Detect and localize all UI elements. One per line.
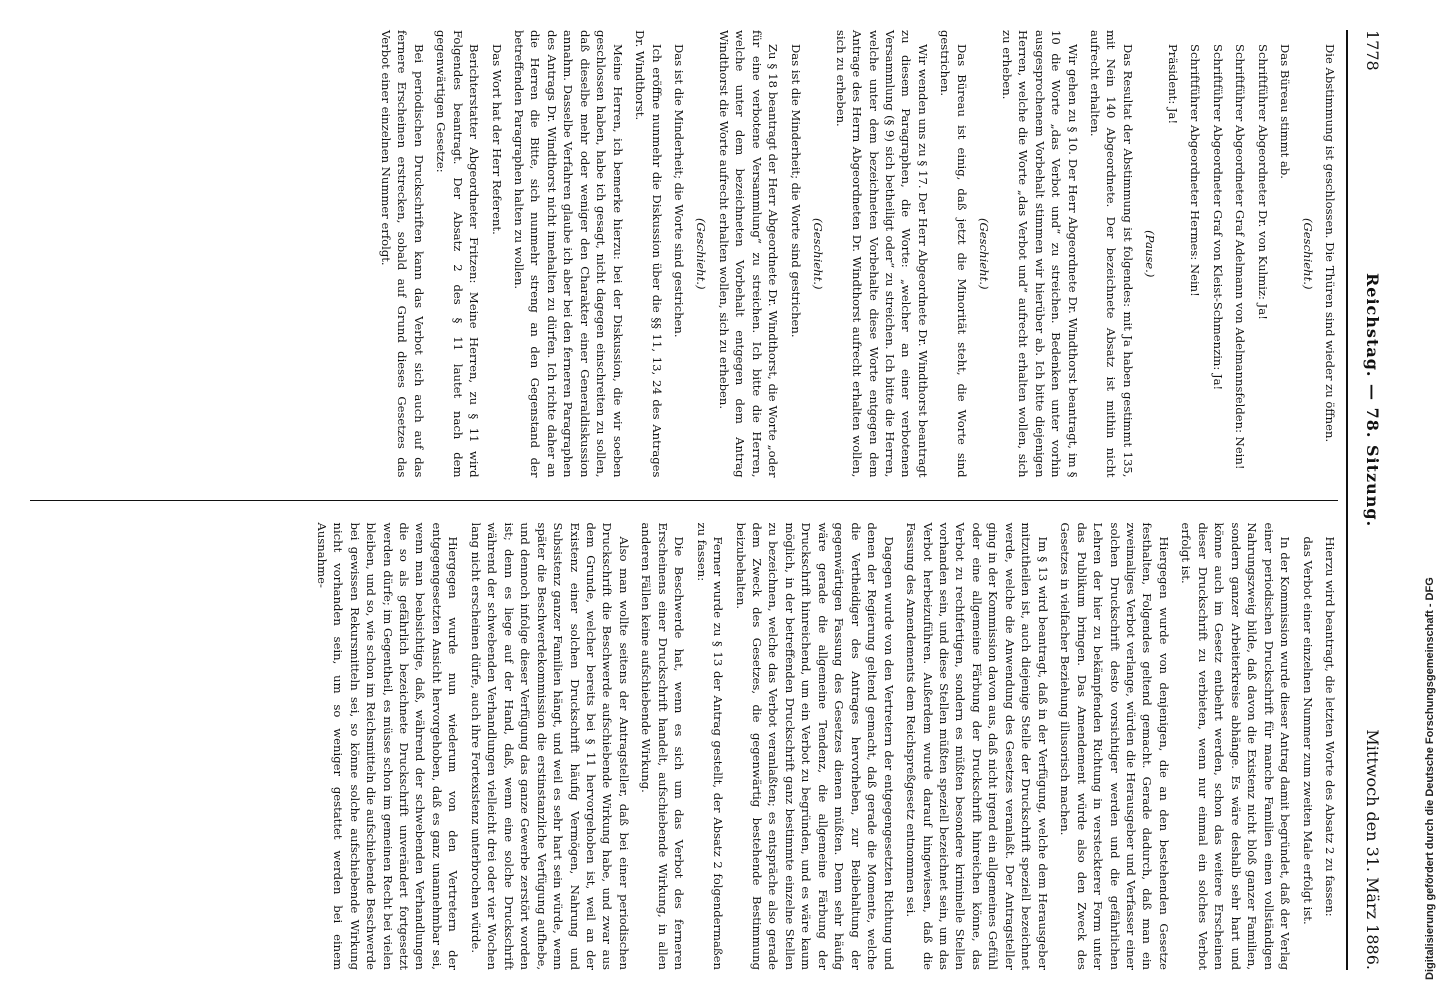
column-divider	[30, 500, 1338, 501]
paragraph: Das Wort hat der Herr Referent.	[489, 44, 504, 235]
paragraph: Hiergegen wurde nun wiederum von den Vertretern der entgegengesetzten Ansicht hervorgehoben, daß es ganz unannehmbar sei, wenn man beabsichtige, daß, während der schwebenden Verhandlungen die so als gefährlich bezeichnete Druckschrift unverändert fortgesetzt werden dürfe; im Gegentheil, es müsse schon im gemeinen Recht bei vielen bleiben, und so, wie schon im Reichsmitteln die aufschiebende Beschwerde bei gewissen Rekursmitteln sei, so könne solche aufschiebende Wirkung nicht vorhanden sein, um so weniger gestattet werden bei einem Ausnahme-	[314, 522, 461, 970]
paragraph: Bei periodischen Druckschriften kann das Verbot sich auch auf das fernere Erscheinen erstrecken, sobald auf Grund dieses Gesetzes das Verbot einer einzelnen Nummer erfolgt.	[378, 30, 426, 478]
dfg-credit-text: Digitalisierung gefördert durch die Deutsche Forschungsgemeinschaft - DFG	[1424, 577, 1436, 980]
paragraph: Wir gehen zu § 10. Der Herr Abgeordnete Dr. Windthorst beantragt, im § 10 die Worte „das Verbot und“ zu streichen. Bedenken unter vorhin ausgesprochenem Vorbehalt stimmen wir hierüber ab. Ich bitte diejenigen Herren, welche die Worte „das Verbot und“ aufrecht erhalten wollen, sich zu erheben.	[999, 30, 1080, 478]
paragraph: Schriftführer Abgeordneter Graf Adelmann von Adelmannsfelden: Nein!	[1233, 44, 1248, 470]
paragraph: (Geschieht.)	[811, 218, 826, 290]
paragraph: Hierzu wird beantragt, die letzten Worte des Absatz 2 zu fassen:	[1323, 536, 1337, 917]
paragraph: Das Resultat der Abstimmung ist folgendes: mit Ja haben gestimmt 135, mit Nein 140 Abgeordnete. Der bezeichnete Absatz ist mithin nicht aufrecht erhalten.	[1088, 30, 1135, 478]
paragraph: Schriftführer Abgeordneter Hermes: Nein!	[1188, 44, 1203, 297]
paragraph: Das Büreau ist einig, daß jetzt die Minorität steht, die Worte sind gestrichen.	[938, 30, 969, 478]
paragraph: Ferner wurde zu § 13 der Antrag gestellt, der Absatz 2 folgendermaßen zu fassen:	[694, 522, 726, 970]
paragraph: (Geschieht.)	[694, 218, 709, 290]
paragraph: Das Büreau stimmt ab.	[1278, 44, 1293, 179]
paragraph: Berichterstatter Abgeordneter Fritzen: Meine Herren, zu § 11 wird Folgendes beantragt. Der Absatz 2 des § 11 lautet nach dem gegenwärtigen Gesetze:	[434, 30, 482, 478]
paragraph: das Verbot einer einzelnen Nummer zum zweiten Male erfolgt ist.	[1300, 536, 1315, 925]
paragraph: Schriftführer Abgeordneter Graf von Kleist-Schmenzin: Ja!	[1210, 44, 1225, 391]
text-columns	[30, 30, 1338, 970]
paragraph: Meine Herren, ich bemerke hierzu: bei der Diskussion, die wir soeben geschlossen haben, habe ich gesagt, nicht dagegen einschreiten zu sollen, daß dieselbe mehr oder weniger den Charakter einer Generaldiskussion annahm. Dasselbe Verfahren glaube ich aber bei den ferneren Paragraphen des Antrags Dr. Windthorst nicht innehalten zu dürfen. Ich richte daher an die Herren die Bitte, sich nunmehr streng an den Gegenstand der betreffenden Paragraphen halten zu wollen.	[511, 30, 625, 478]
session-date: Mittwoch den 31. März 1886.	[1363, 729, 1382, 970]
paragraph: Also man wollte seitens der Antragsteller, daß bei einer periodischen Druckschrift die Beschwerde aufschiebende Wirkung habe, und zwar aus dem Grunde, welcher bereits bei § 11 hervorgehoben ist, weil an der Existenz einer solchen Druckschrift häufig Vermögen, Nahrung und Subsistenz ganzer Familien hängt, und weil es sehr hart sein würde, wenn später die Beschwerdekommission die erstinstanzliche Verfügung aufhebe, und dennoch infolge dieser Verfügung das ganze Gewerbe zerstört worden ist; denn es liege auf der Hand, daß, wenn eine solche Druckschrift während der schwebenden Verhandlungen vielleicht drei oder vier Wochen lang nicht erscheinen dürfe, auch ihre Fortexistenz unterbrochen würde.	[468, 522, 631, 970]
paragraph: (Pause.)	[1143, 230, 1158, 278]
dfg-credit	[1410, 20, 1436, 980]
paragraph: Präsident: Ja!	[1165, 44, 1180, 125]
paragraph: Dagegen wurde von den Vertretern der entgegengesetzten Richtung und denen der Regierung geltend gemacht, daß gerade die Momente, welche die Vertheidiger des Antrages hervorheben, zur Beibehaltung der gegenwärtigen Fassung des Gesetzes dienen müßten. Denn sehr häufig wäre gerade die allgemeine Tendenz, die allgemeine Färbung der Druckschrift hinreichend, um ein Verbot zu begründen, und es wäre kaum möglich, in der betreffenden Druckschrift ganz bestimmte einzelne Stellen zu bezeichnen, welche das Verbot veranlaßten; es entspräche also gerade dem Zweck des Gesetzes, die gegenwärtig bestehende Bestimmung beizubehalten.	[733, 522, 896, 970]
paragraph: Wir wenden uns zu § 17. Der Herr Abgeordnete Dr. Windthorst beantragt zu diesem Paragraphen, die Worte: „welcher an einer verbotenen Versammlung (§ 9) sich betheiligt oder“ zu streichen. Ich bitte die Herren, welche unter dem bezeichneten Vorbehalte diese Worte entgegen dem Antrage des Herrn Abgeordneten Dr. Windthorst aufrecht erhalten wollen, sich zu erheben.	[833, 30, 930, 478]
paragraph: Zu § 18 beantragt der Herr Abgeordnete Dr. Windthorst, die Worte „oder für eine verbotene Versammlung“ zu streichen. Ich bitte die Herren, welche unter dem bezeichneten Vorbehalt entgegen dem Antrag Windthorst die Worte aufrecht erhalten wollen, sich zu erheben.	[716, 30, 781, 478]
paragraph: (Geschieht.)	[977, 218, 992, 290]
paragraph: Die Beschwerde hat, wenn es sich um das Verbot des ferneren Erscheinens einer Druckschrift handelt, aufschiebende Wirkung, in allen anderen Fällen keine aufschiebende Wirkung.	[639, 522, 687, 970]
right-column	[30, 523, 1338, 971]
paragraph: In der Kommission wurde dieser Antrag damit begründet, daß der Verlag einer periodischen Druckschrift für manche Familien einen vollständigen Nahrungszweig bilde, daß davon die Existenz nicht bloß ganzer Familien, sondern ganzer Arbeiterkreise abhänge. Es wäre deshalb sehr hart und könne auch im Gesetz entbehrt werden, schon das weitere Erscheinen dieser Druckschrift zu verbieten, wenn nur einmal ein solches Verbot erfolgt ist.	[1179, 522, 1293, 970]
page-number: 1778	[1363, 30, 1382, 71]
left-column	[30, 30, 1338, 478]
paragraph: Das ist die Minderheit; die Worte sind gestrichen.	[672, 44, 687, 338]
session-title: Reichstag. — 78. Sitzung.	[1363, 273, 1382, 528]
header-rule	[1346, 30, 1348, 970]
paragraph: Im § 13 wird beantragt, daß in der Verfügung, welche dem Herausgeber mitzutheilen ist, auch diejenige Stelle der Druckschrift speziell bezeichnet werde, welche die Anwendung des Gesetzes veranlaßt. Der Antragsteller ging in der Kommission davon aus, daß nicht irgend ein allgemeines Gefühl oder eine allgemeine Färbung der Druckschrift hinreichen könne, das Verbot zu rechtfertigen, sondern es müßten besondere kriminelle Stellen vorhanden sein, und diese Stellen müßten speziell bezeichnet sein, um das Verbot herbeizuführen. Außerdem wurde darauf hingewiesen, daß die Fassung des Amendements dem Reichspreßgesetz entnommen sei.	[904, 522, 1050, 970]
paragraph: Das ist die Minderheit; die Worte sind gestrichen.	[788, 44, 803, 338]
paragraph: Hiergegen wurde von denjenigen, die an den bestehenden Gesetze festhalten, Folgendes geltend gemacht. Gerade dadurch, daß man ein zweimaliges Verbot verlange, würden die Herausgeber und Verfasser einer solchen Druckschrift desto vorsichtiger werden und die gefährlichen Lehren der hier zu bekämpfenden Richtung in versteckterer Form unter das Publikum bringen. Das Amendement würde also den Zweck des Gesetzes in vielfacher Beziehung illusorisch machen.	[1058, 522, 1171, 970]
paragraph: Die Abstimmung ist geschlossen. Die Thüren sind wieder zu öffnen.	[1323, 44, 1337, 443]
page-header	[1354, 30, 1382, 970]
paragraph: Ich eröffne nunmehr die Diskussion über die §§ 11, 13, 24 des Antrages Dr. Windthorst.	[633, 30, 664, 478]
paragraph: Schriftführer Abgeordneter Dr. von Kulmiz: Ja!	[1255, 44, 1270, 320]
paragraph: (Geschieht.)	[1300, 218, 1315, 290]
